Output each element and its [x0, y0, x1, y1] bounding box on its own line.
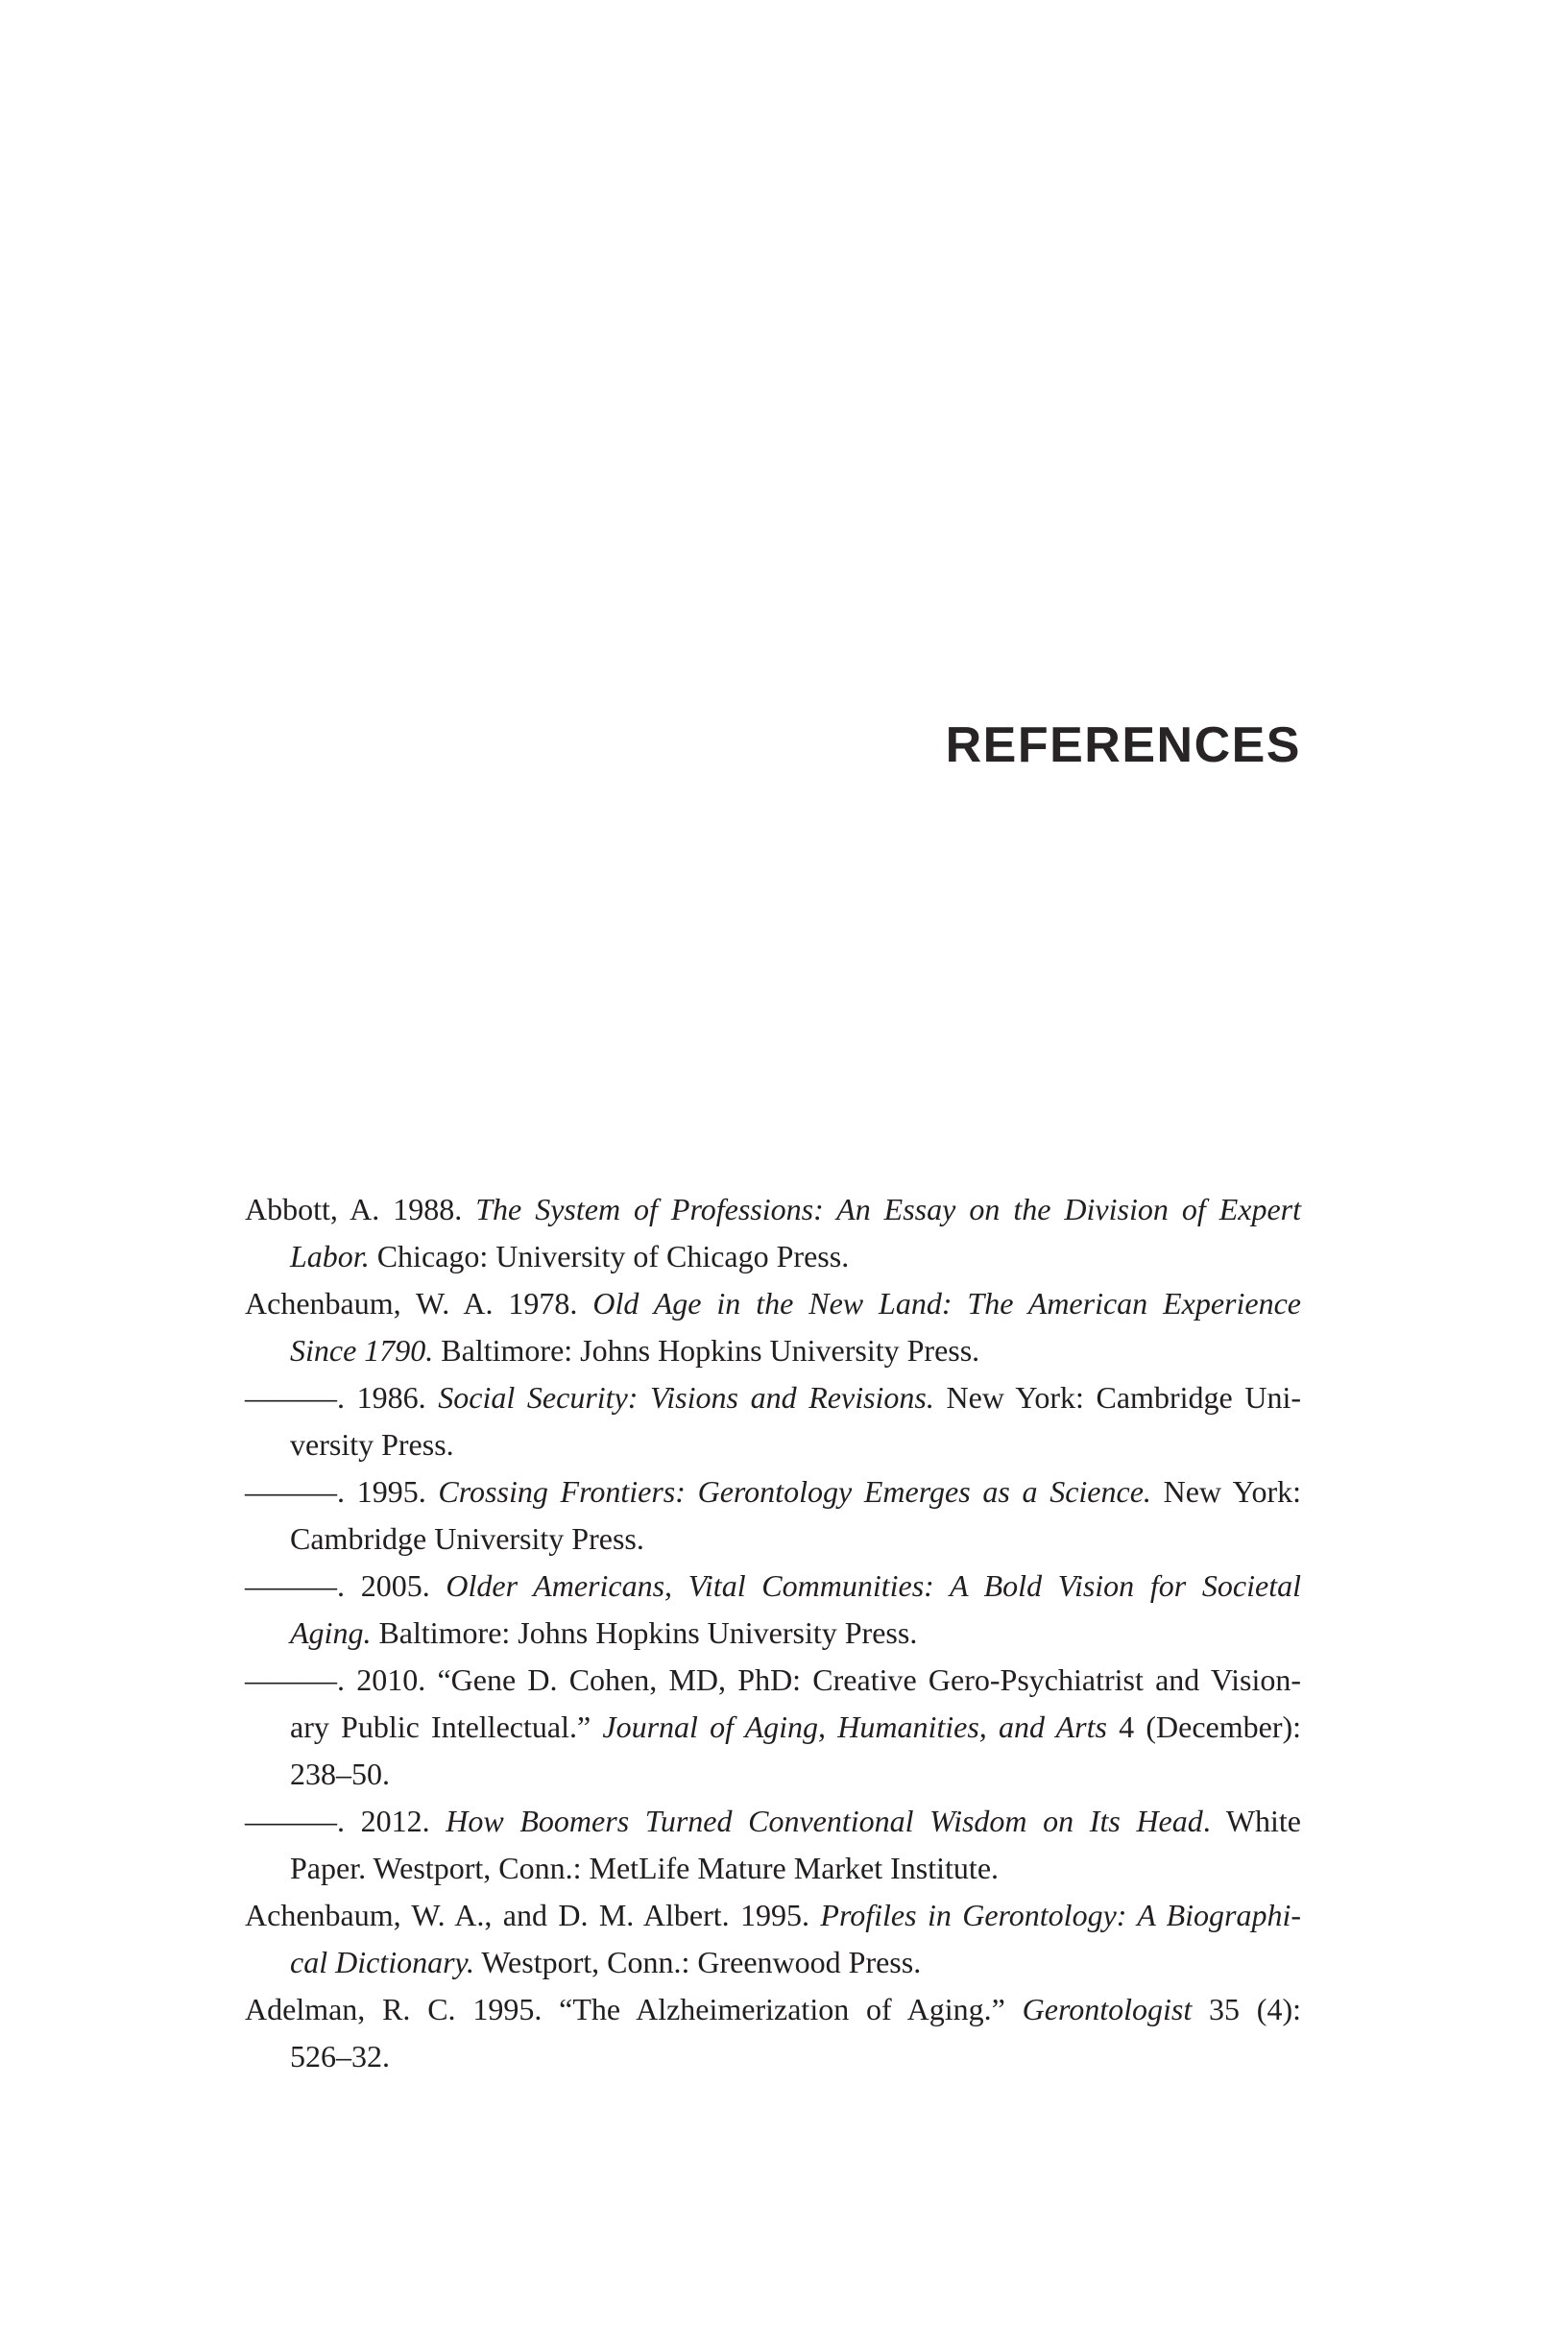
reference-entry — [245, 1468, 1301, 1563]
reference-line — [245, 1280, 1301, 1327]
reference-line — [245, 1563, 1301, 1610]
reference-roman-text: versity Press. — [290, 1427, 454, 1462]
reference-entry — [245, 1657, 1301, 1798]
reference-entry — [245, 1280, 1301, 1374]
reference-italic-text: Old Age in the New Land: The American Experience — [592, 1286, 1302, 1321]
reference-line — [245, 1798, 1301, 1845]
reference-roman-text: ———. 1995. — [245, 1474, 439, 1509]
reference-line — [245, 1327, 1301, 1374]
reference-italic-text: How Boomers Turned Conventional Wisdom on Its Head — [446, 1804, 1203, 1838]
reference-roman-text: Paper. Westport, Conn.: MetLife Mature Market Institute. — [290, 1851, 1000, 1885]
reference-line — [245, 1704, 1301, 1751]
reference-roman-text: 526–32. — [290, 2039, 390, 2073]
reference-entry — [245, 1563, 1301, 1657]
reference-line — [245, 1751, 1301, 1798]
reference-entry — [245, 1892, 1301, 1986]
reference-entry — [245, 1186, 1301, 1280]
reference-roman-text: New York: — [1150, 1474, 1302, 1509]
reference-line — [245, 2033, 1301, 2080]
reference-line — [245, 1845, 1301, 1892]
reference-roman-text: Chicago: University of Chicago Press. — [369, 1239, 850, 1273]
reference-italic-text: Profiles in Gerontology: A Biographi- — [820, 1898, 1302, 1932]
reference-line — [245, 1515, 1301, 1563]
reference-roman-text: 35 (4): — [1192, 1992, 1301, 2026]
reference-italic-text: Journal of Aging, Humanities, and Arts — [602, 1709, 1107, 1744]
reference-line — [245, 1939, 1301, 1986]
reference-italic-text: Gerontologist — [1022, 1992, 1193, 2026]
reference-italic-text: Older Americans, Vital Communities: A Bold Vision for Societal — [446, 1568, 1302, 1603]
reference-roman-text: Baltimore: Johns Hopkins University Press. — [371, 1615, 918, 1650]
reference-italic-text: Crossing Frontiers: Gerontology Emerges as a Science. — [438, 1474, 1151, 1509]
reference-roman-text: Adelman, R. C. 1995. “The Alzheimerization of Aging.” — [245, 1992, 1023, 2026]
reference-roman-text: ———. 2010. “Gene D. Cohen, MD, PhD: Creative Gero-Psychiatrist and Vision- — [245, 1662, 1301, 1697]
reference-roman-text: Westport, Conn.: Greenwood Press. — [473, 1945, 922, 1979]
reference-line — [245, 1892, 1301, 1939]
reference-entry — [245, 1374, 1301, 1468]
reference-roman-text: Achenbaum, W. A., and D. M. Albert. 1995. — [245, 1898, 821, 1932]
reference-roman-text: Cambridge University Press. — [290, 1521, 644, 1556]
reference-roman-text: New York: Cambridge Uni- — [933, 1380, 1301, 1415]
reference-italic-text: Since 1790. — [290, 1333, 434, 1368]
reference-line — [245, 1421, 1301, 1468]
reference-line — [245, 1610, 1301, 1657]
reference-line — [245, 1374, 1301, 1421]
reference-line — [245, 1468, 1301, 1515]
reference-roman-text: ———. 2012. — [245, 1804, 446, 1838]
page-title: REFERENCES — [945, 717, 1301, 773]
reference-line — [245, 1986, 1301, 2033]
reference-roman-text: Baltimore: Johns Hopkins University Press. — [433, 1333, 980, 1368]
reference-italic-text: Labor. — [290, 1239, 370, 1273]
reference-roman-text: ———. 2005. — [245, 1568, 446, 1603]
references-list — [245, 1186, 1301, 2080]
reference-roman-text: ary Public Intellectual.” — [290, 1709, 603, 1744]
reference-entry — [245, 1798, 1301, 1892]
reference-roman-text: 238–50. — [290, 1757, 390, 1791]
reference-roman-text: Achenbaum, W. A. 1978. — [245, 1286, 593, 1321]
reference-italic-text: Aging. — [290, 1615, 372, 1650]
reference-line — [245, 1657, 1301, 1704]
reference-line — [245, 1186, 1301, 1233]
reference-roman-text: . White — [1202, 1804, 1301, 1838]
reference-roman-text: ———. 1986. — [245, 1380, 439, 1415]
reference-italic-text: cal Dictionary. — [290, 1945, 474, 1979]
reference-roman-text: Abbott, A. 1988. — [245, 1192, 476, 1226]
reference-entry — [245, 1986, 1301, 2080]
reference-roman-text: 4 (December): — [1106, 1709, 1302, 1744]
reference-line — [245, 1233, 1301, 1280]
reference-italic-text: The System of Professions: An Essay on the Division of Expert — [475, 1192, 1302, 1226]
reference-italic-text: Social Security: Visions and Revisions. — [438, 1380, 934, 1415]
